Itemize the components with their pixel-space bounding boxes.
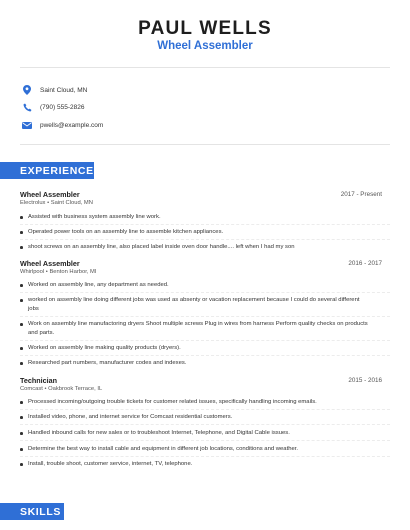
separator [20,440,390,441]
separator [20,424,390,425]
job-1-company: Electrolux • Saint Cloud, MN [20,200,93,206]
job-2-bullet: Worked on assembly line making quality products (dryers). [20,344,370,353]
job-3-location: Oakbrook Terrace, IL [48,386,103,392]
separator [20,355,390,356]
separator [20,456,390,457]
map-pin-icon [22,85,32,95]
job-3-employer: Comcast [20,386,43,392]
job-2-location: Benton Harbor, MI [49,269,97,275]
contact-phone [22,100,84,114]
job-3-company: Comcast • Oakbrook Terrace, IL [20,386,103,392]
resume-name: PAUL WELLS [138,18,272,39]
skills-section-header: SKILLS [0,503,64,520]
job-3-bullet: Handled inbound calls for new sales or to troubleshoot Internet, Telephone, and Digital Cable issues. [20,429,370,438]
job-1-bullet: Assisted with business system assembly line work. [20,213,370,222]
separator [20,340,390,341]
job-3-bullet: Determine the best way to install cable and equipment in different job locations, conditions and weather. [20,445,370,454]
job-1-location: Saint Cloud, MN [50,200,93,206]
resume-job-title: Wheel Assembler [157,40,253,52]
separator [20,224,390,225]
job-2-employer: Whirlpool [20,269,45,275]
job-2-bullet: Work on assembly line manufactoring dryers Shoot multiple screws Plug in wires from harness Perform quality checks on products and parts. [20,320,370,338]
separator [20,316,390,317]
job-3-title: Technician [20,376,58,385]
contact-location [22,83,87,97]
job-1-title: Wheel Assembler [20,190,80,199]
separator [20,292,390,293]
job-2-company: Whirlpool • Benton Harbor, MI [20,269,97,275]
job-2-bullet: worked on assembly line doing different jobs was used as absenty or vacation replacement because I could do several different jobs [20,296,370,314]
job-3-bullet: Processed incoming/outgoing trouble tickets for customer related issues, specifically handling incoming emails. [20,398,370,407]
job-1-bullet: shoot screws on an assembly line, also placed label inside oven door handle.... left when I had my son [20,243,370,252]
separator [20,409,390,410]
phone-icon [22,102,32,112]
contact-location-text: Saint Cloud, MN [40,86,88,94]
job-1-employer: Electrolux [20,200,46,206]
job-2-dates: 2016 - 2017 [348,260,382,267]
job-3-bullet: Installed video, phone, and internet service for Comcast residential customers. [20,413,370,422]
contact-divider [20,144,390,145]
separator [20,239,390,240]
contact-phone-text: (790) 555-2826 [40,103,85,111]
envelope-icon [22,120,32,130]
job-2-title: Wheel Assembler [20,259,80,268]
job-2-bullet: Researched part numbers, manufacturer codes and indexes. [20,359,370,368]
job-1-dates: 2017 - Present [340,191,382,198]
job-3-dates: 2015 - 2016 [348,377,382,384]
experience-section-header: EXPERIENCE [0,162,94,179]
header-divider [20,67,390,68]
job-2-bullet: Worked on assembly line, any department as needed. [20,281,370,290]
job-3-bullet: Install, trouble shoot, customer service, internet, TV, telephone. [20,460,370,469]
contact-email-text[interactable]: pwells@example.com [40,121,104,129]
contact-email [22,118,103,132]
job-1-bullet: Operated power tools on an assembly line to assemble kitchen appliances. [20,228,370,237]
